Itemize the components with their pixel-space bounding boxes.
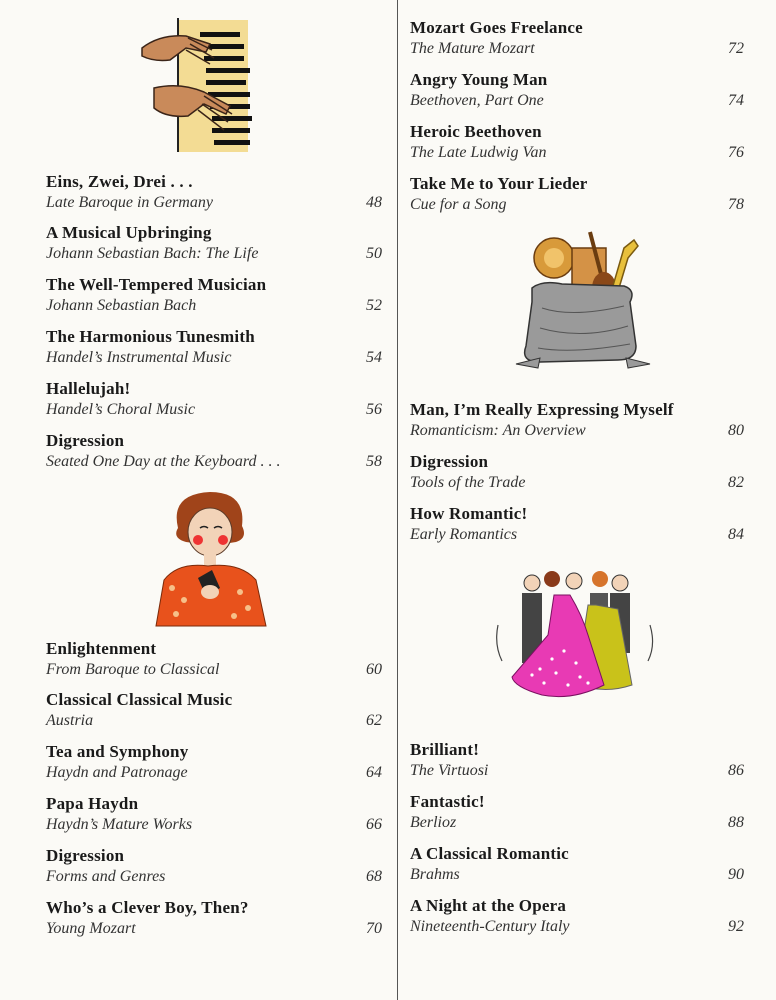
entry-subtitle: The Virtuosi [410, 762, 489, 779]
toc-entry[interactable] [46, 898, 382, 940]
entry-page-number: 56 [366, 401, 382, 418]
entry-subtitle: Young Mozart [46, 920, 136, 937]
entry-page-number: 70 [366, 920, 382, 937]
entry-subtitle: The Late Ludwig Van [410, 144, 547, 161]
entry-title: The Harmonious Tunesmith [46, 327, 255, 346]
toc-entry[interactable] [46, 431, 382, 473]
entry-subtitle: Johann Sebastian Bach [46, 297, 197, 314]
entry-title: Man, I’m Really Expressing Myself [410, 400, 674, 419]
entry-page-number: 80 [728, 422, 744, 439]
entry-page-number: 92 [728, 918, 744, 935]
entry-subtitle: Haydn and Patronage [46, 764, 188, 781]
entry-subtitle: Early Romantics [410, 526, 518, 543]
entry-subtitle: Forms and Genres [46, 868, 166, 885]
entry-page-number: 72 [728, 40, 744, 57]
toc-entry[interactable] [46, 639, 382, 681]
toc-entry[interactable] [46, 742, 382, 784]
toc-entry[interactable] [410, 844, 744, 886]
toc-entry[interactable] [410, 896, 744, 938]
entry-title: Fantastic! [410, 792, 485, 811]
toc-entry[interactable] [410, 174, 744, 216]
entry-subtitle: Johann Sebastian Bach: The Life [46, 245, 259, 262]
toc-entry[interactable] [410, 504, 744, 546]
ballroom-dancers-icon [492, 565, 657, 710]
entry-page-number: 54 [366, 349, 382, 366]
entry-page-number: 84 [728, 526, 744, 543]
entry-title: Digression [46, 431, 125, 450]
entry-title: A Night at the Opera [410, 896, 567, 915]
entry-title: The Well-Tempered Musician [46, 275, 267, 294]
entry-subtitle: Nineteenth-Century Italy [410, 918, 570, 935]
entry-subtitle: Haydn’s Mature Works [46, 816, 193, 833]
entry-page-number: 60 [366, 661, 382, 678]
entry-page-number: 48 [366, 194, 382, 211]
toc-entry[interactable] [410, 792, 744, 834]
entry-title: Hallelujah! [46, 379, 131, 398]
toc-entry[interactable] [410, 122, 744, 164]
entry-page-number: 68 [366, 868, 382, 885]
toc-entry[interactable] [46, 172, 382, 214]
toc-entry[interactable] [46, 794, 382, 836]
entry-subtitle: From Baroque to Classical [46, 661, 220, 678]
entry-page-number: 82 [728, 474, 744, 491]
entry-title: Mozart Goes Freelance [410, 18, 583, 37]
entry-subtitle: Austria [46, 712, 94, 729]
entry-title: Eins, Zwei, Drei . . . [46, 172, 193, 191]
entry-subtitle: Handel’s Instrumental Music [46, 349, 232, 366]
entry-subtitle: Berlioz [410, 814, 457, 831]
toc-entry[interactable] [46, 275, 382, 317]
entry-page-number: 50 [366, 245, 382, 262]
entry-page-number: 66 [366, 816, 382, 833]
entry-subtitle: Tools of the Trade [410, 474, 526, 491]
toc-entry[interactable] [46, 379, 382, 421]
column-divider [397, 0, 398, 1000]
entry-subtitle: Seated One Day at the Keyboard . . . [46, 453, 281, 470]
entry-subtitle: Brahms [410, 866, 460, 883]
toc-entry[interactable] [410, 18, 744, 60]
entry-title: Enlightenment [46, 639, 157, 658]
entry-page-number: 78 [728, 196, 744, 213]
entry-subtitle: Beethoven, Part One [410, 92, 544, 109]
entry-title: Classical Classical Music [46, 690, 233, 709]
entry-subtitle: Cue for a Song [410, 196, 507, 213]
entry-page-number: 64 [366, 764, 382, 781]
toc-entry[interactable] [46, 690, 382, 732]
entry-title: Brilliant! [410, 740, 480, 759]
toc-entry[interactable] [410, 740, 744, 782]
entry-page-number: 76 [728, 144, 744, 161]
entry-title: A Classical Romantic [410, 844, 569, 863]
entry-title: How Romantic! [410, 504, 528, 523]
entry-title: A Musical Upbringing [46, 223, 212, 242]
entry-subtitle: The Mature Mozart [410, 40, 535, 57]
piano-hands-icon [140, 10, 260, 155]
instruments-sack-icon [512, 228, 652, 373]
entry-title: Tea and Symphony [46, 742, 189, 761]
entry-page-number: 52 [366, 297, 382, 314]
entry-title: Angry Young Man [410, 70, 548, 89]
entry-page-number: 58 [366, 453, 382, 470]
toc-entry[interactable] [410, 452, 744, 494]
entry-page-number: 62 [366, 712, 382, 729]
entry-subtitle: Late Baroque in Germany [46, 194, 213, 211]
entry-title: Who’s a Clever Boy, Then? [46, 898, 249, 917]
entry-title: Digression [46, 846, 125, 865]
entry-page-number: 86 [728, 762, 744, 779]
entry-subtitle: Romanticism: An Overview [410, 422, 586, 439]
toc-entry[interactable] [410, 70, 744, 112]
entry-subtitle: Handel’s Choral Music [46, 401, 196, 418]
entry-page-number: 90 [728, 866, 744, 883]
singer-icon [148, 488, 273, 628]
toc-entry[interactable] [46, 223, 382, 265]
entry-title: Heroic Beethoven [410, 122, 542, 141]
toc-entry[interactable] [46, 846, 382, 888]
entry-title: Papa Haydn [46, 794, 139, 813]
toc-entry[interactable] [410, 400, 744, 442]
entry-title: Digression [410, 452, 489, 471]
entry-page-number: 88 [728, 814, 744, 831]
entry-title: Take Me to Your Lieder [410, 174, 588, 193]
toc-entry[interactable] [46, 327, 382, 369]
entry-page-number: 74 [728, 92, 744, 109]
